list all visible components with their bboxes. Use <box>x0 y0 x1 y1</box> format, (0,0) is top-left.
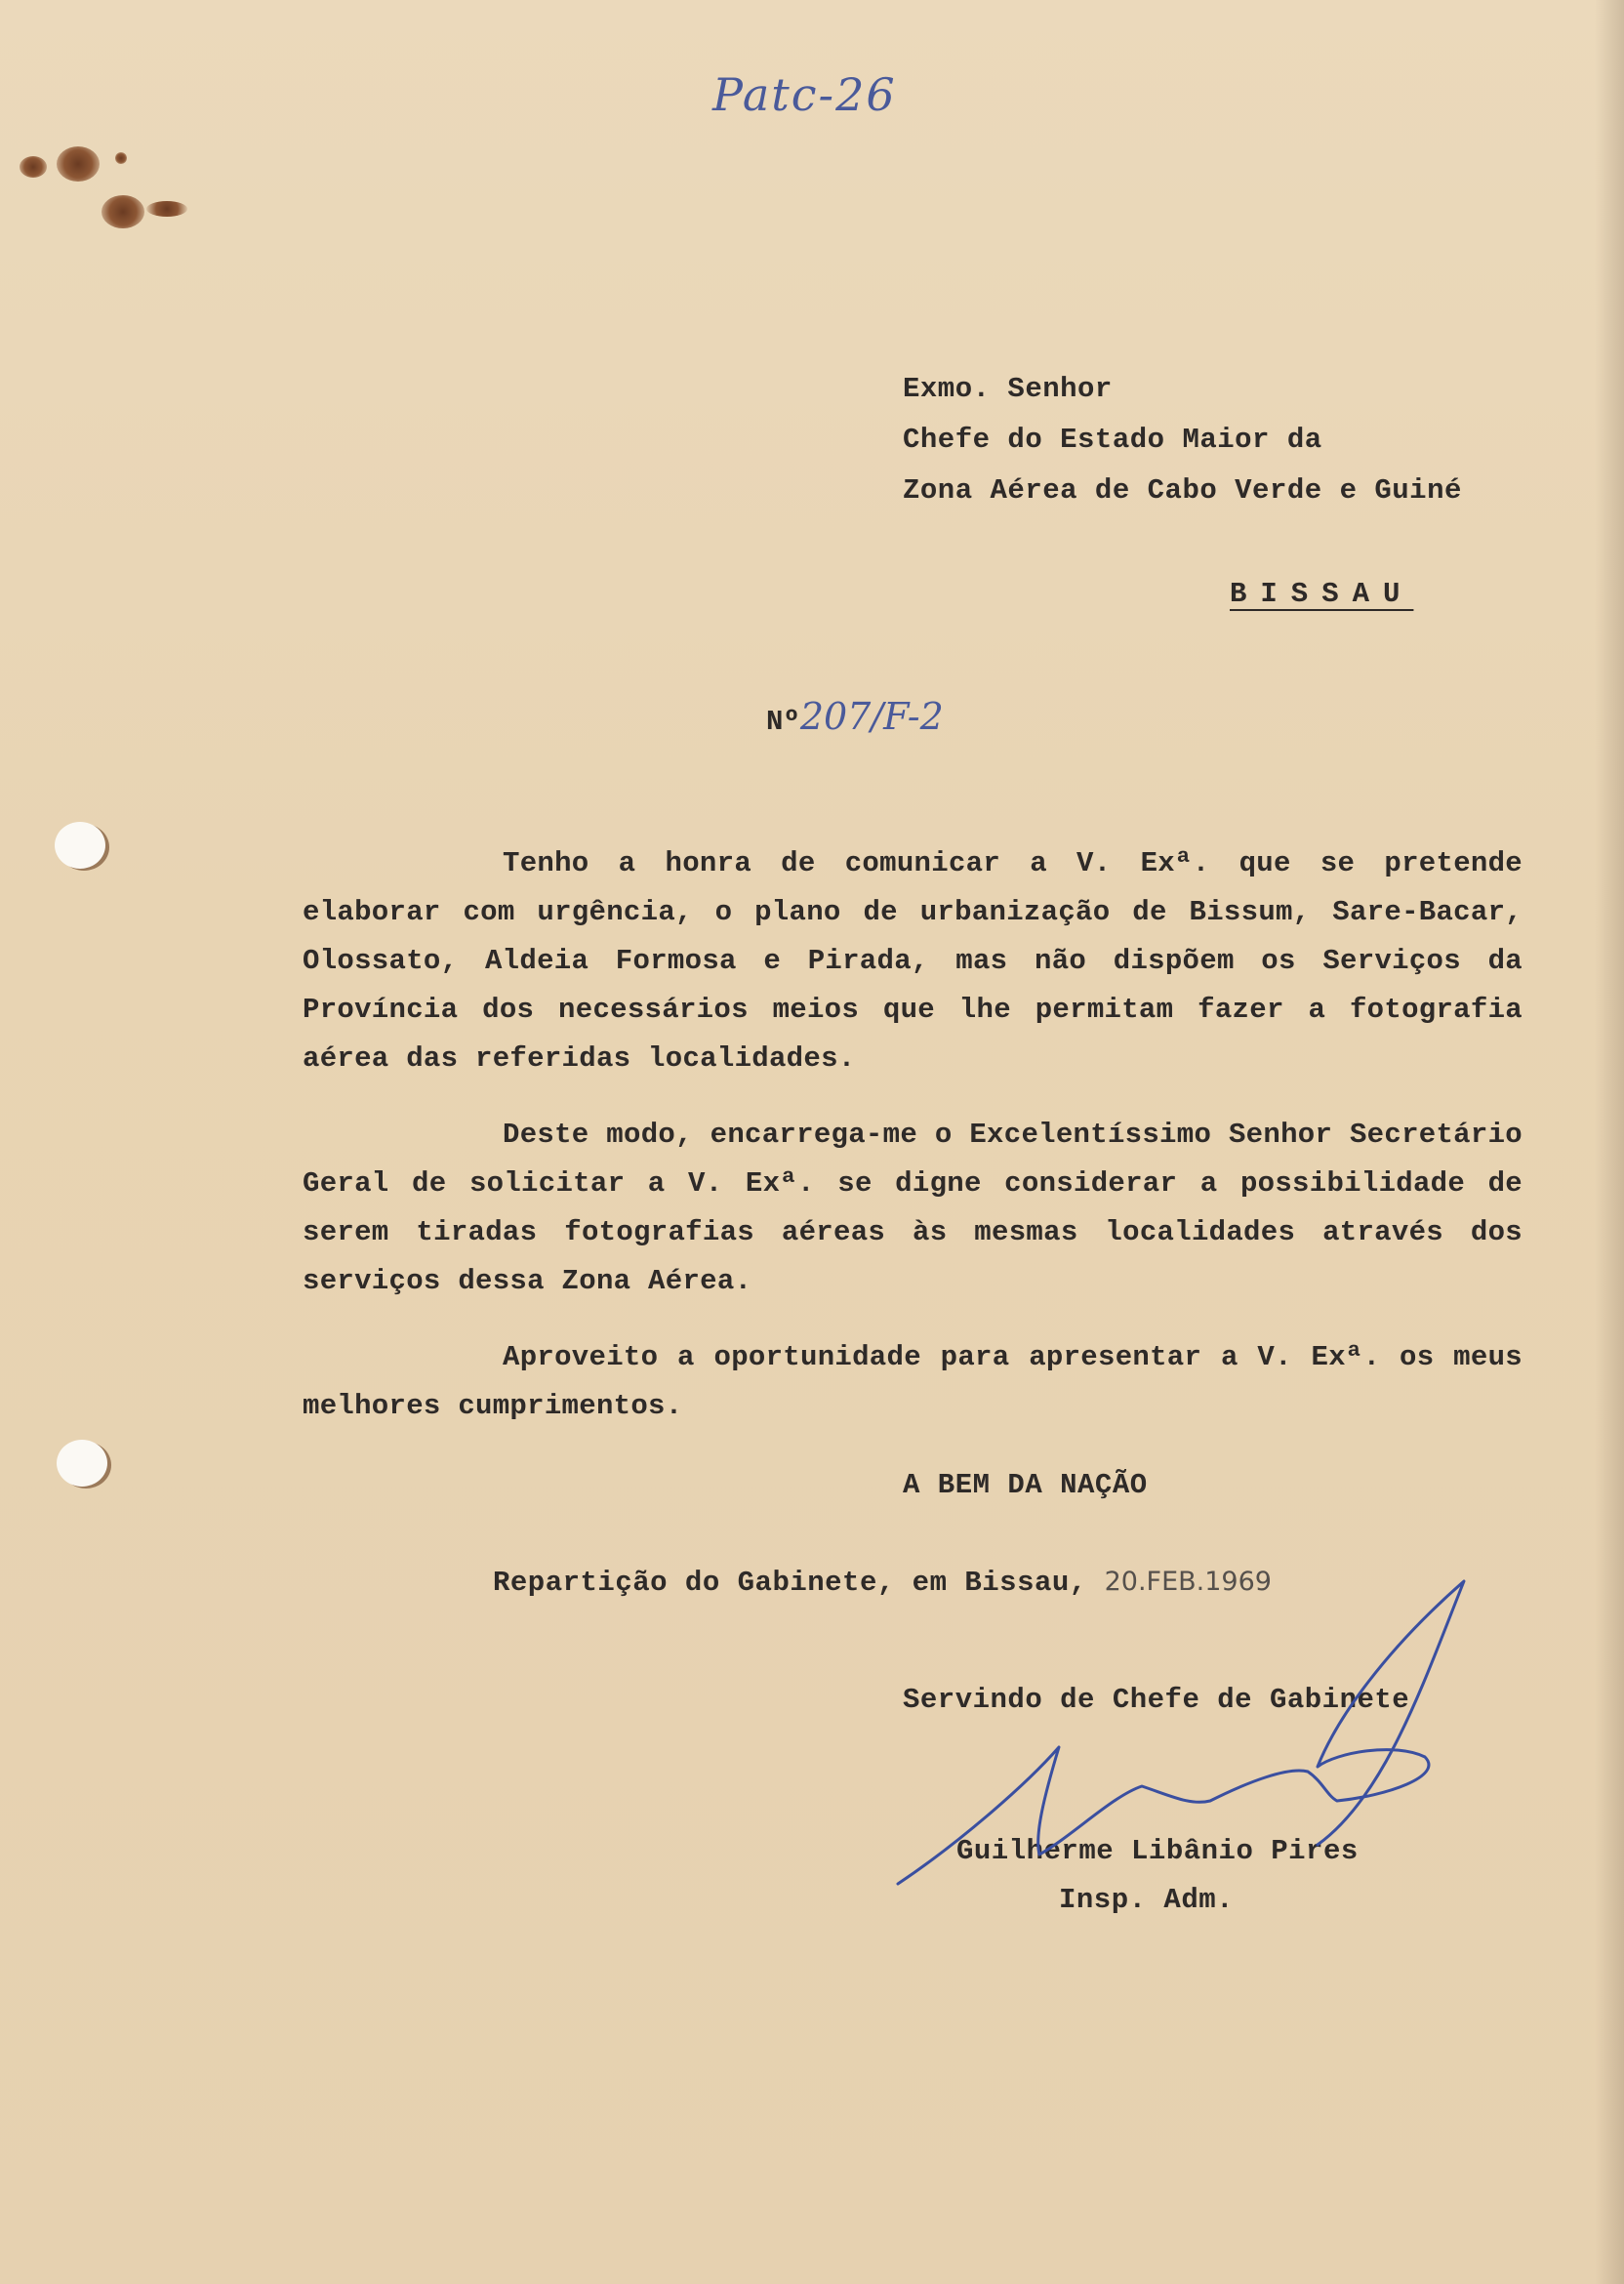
recipient-position: Chefe do Estado Maior da <box>903 424 1322 456</box>
reference-prefix: Nº <box>766 706 800 738</box>
place-text: Repartição do Gabinete, em Bissau, <box>493 1567 1087 1599</box>
letter-body <box>303 839 1522 1458</box>
reference-number <box>766 695 944 738</box>
body-paragraph-2: Deste modo, encarrega-me o Excelentíssimo Senhor Secretário Geral de solicitar a V. Exª. se digne considerar a possibilidade de serem tiradas fotografias aéreas às mesmas localidades através dos serviços dessa Zona Aérea. <box>303 1119 1522 1297</box>
handwritten-signature <box>878 1562 1503 1913</box>
signatory-title: Insp. Adm. <box>1059 1884 1235 1916</box>
date-stamp: 20.FEB.1969 <box>1104 1567 1272 1597</box>
closing-formula: A BEM DA NAÇÃO <box>903 1469 1148 1501</box>
reference-suffix: /F-2 <box>871 695 944 738</box>
reference-number-handwritten: 207 <box>799 695 872 738</box>
signatory-name: Guilherme Libânio Pires <box>956 1835 1359 1867</box>
punch-hole-upper <box>55 822 105 869</box>
handwritten-annotation: Patc-26 <box>712 68 897 121</box>
page-edge-shadow <box>1595 0 1624 2284</box>
ink-stain <box>115 152 127 164</box>
ink-stain <box>146 201 187 217</box>
ink-stain <box>20 156 47 178</box>
recipient-salutation: Exmo. Senhor <box>903 373 1113 405</box>
ink-stain <box>57 146 100 182</box>
body-paragraph-1: Tenho a honra de comunicar a V. Exª. que se pretende elaborar com urgência, o plano de urbanização de Bissum, Sare-Bacar, Olossato, Aldeia Formosa e Pirada, mas não dispõem os Serviços da Província dos necessários meios que lhe permitam fazer a fotografia aérea das referidas localidades. <box>303 847 1522 1075</box>
recipient-organization: Zona Aérea de Cabo Verde e Guiné <box>903 474 1462 507</box>
recipient-city: BISSAU <box>1230 578 1414 610</box>
ink-stain <box>102 195 144 228</box>
body-paragraph-3: Aproveito a oportunidade para apresentar a V. Exª. os meus melhores cumprimentos. <box>303 1341 1522 1422</box>
signatory-role: Servindo de Chefe de Gabinete <box>903 1684 1410 1716</box>
punch-hole-lower <box>57 1440 107 1487</box>
